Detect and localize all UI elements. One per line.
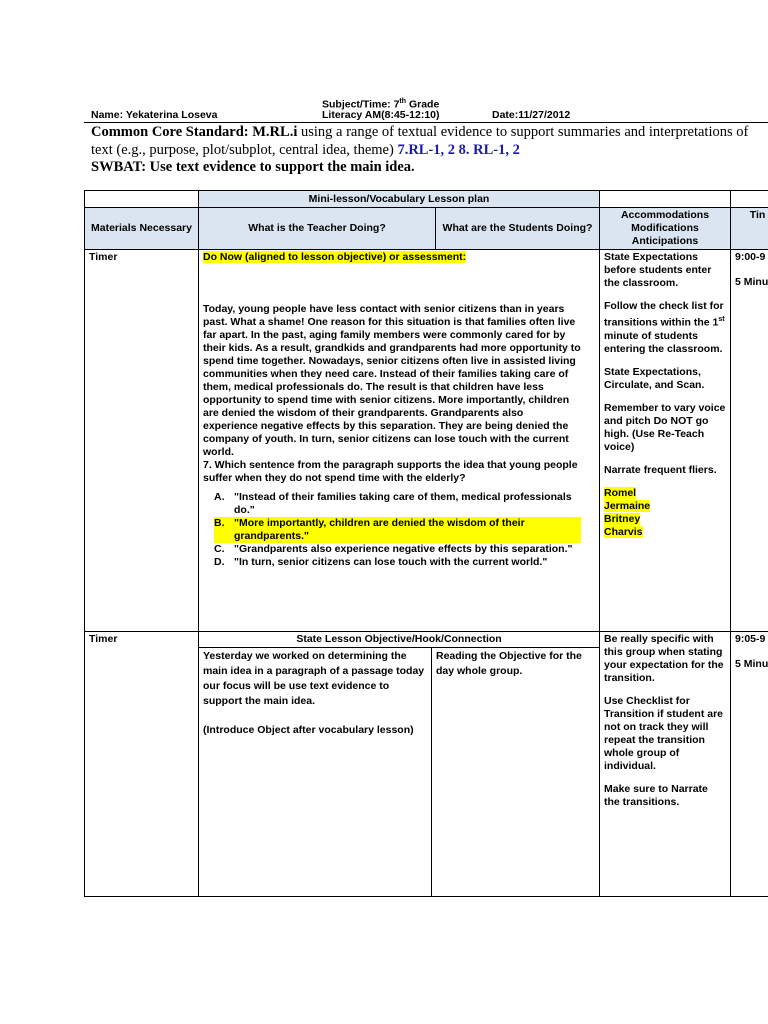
common-core-standard [91, 124, 768, 177]
section-title-minilesson: Mini-lesson/Vocabulary Lesson plan [199, 191, 600, 208]
option-a: A. "Instead of their families taking care of them, medical professionals do." [214, 491, 572, 516]
accom-item: Be really specific with this group when stating your expectation for the transition. [604, 633, 724, 684]
answer-options [203, 491, 581, 569]
col-header-materials: Materials Necessary [85, 208, 199, 250]
option-c: C. "Grandparents also experience negative effects by this separation." [214, 543, 573, 555]
accom-item: Narrate frequent fliers. [604, 463, 717, 476]
materials-cell: Timer [85, 632, 199, 897]
time-range: 9:05-9 [735, 633, 766, 645]
accom-item: Make sure to Narrate the transitions. [604, 783, 708, 808]
time-duration: 5 Minu [735, 276, 768, 288]
col-header-time: Tin [731, 208, 768, 250]
lesson-date: Date:11/27/2012 [492, 109, 571, 121]
student-names [604, 487, 726, 539]
student-name-item: Britney [604, 512, 641, 525]
objective-title: State Lesson Objective/Hook/Connection [199, 632, 599, 648]
blank-cell [85, 191, 199, 208]
student-name: Name: Yekaterina Loseva [91, 109, 218, 121]
accom-item: Remember to vary voice and pitch Do NOT go high. (Use Re-Teach voice) [604, 401, 726, 453]
time-duration: 5 Minu [735, 658, 768, 670]
question-text: 7. Which sentence from the paragraph supports the idea that young people suffer when they do not spend time with the elderly? [203, 459, 578, 484]
time-cell [731, 250, 768, 632]
accommodations-cell [600, 632, 731, 897]
objective-subtable [199, 648, 599, 896]
students-cell [432, 648, 600, 896]
materials-cell: Timer [85, 250, 199, 632]
option-d: D. "In turn, senior citizens can lose touch with the current world." [214, 556, 548, 568]
blank-cell [600, 191, 731, 208]
time-range: 9:00-9 [735, 251, 766, 263]
student-name-item: Romel [604, 486, 637, 499]
col-header-teacher: What is the Teacher Doing? [199, 208, 436, 250]
objective-cell [199, 632, 600, 897]
reading-passage: Today, young people have less contact with senior citizens than in years past. What a shame! One reason for this situation is that families often live far apart. In the past, aging family members were commonly cared for by their kids. As a result, grandkids and grandparents had more opportunity to spend time together. Nowadays, senior citizens often live in assisted living communities when they need care. Instead of their families taking care of them, medical professionals do. The result is that children have less opportunity to spend time with senior citizens. More importantly, children are denied the wisdom of their grandparents. Grandparents also experience negative effects by this separation. They are being denied the company of youth. In turn, senior citizens can lose touch with the current world. [203, 303, 581, 458]
subject-text: Subject/Time: 7 [322, 98, 400, 111]
col-header-accommodations: Accommodations Modifications Anticipations [600, 208, 731, 250]
do-now-heading: Do Now (aligned to lesson objective) or assessment: [203, 251, 467, 263]
accom-item: State Expectations, Circulate, and Scan. [604, 365, 705, 391]
teacher-note: (Introduce Object after vocabulary lesson) [203, 724, 414, 736]
student-name-item: Jermaine [604, 499, 651, 512]
subject-suffix: Grade [406, 98, 440, 111]
accom-item: Use Checklist for Transition if student are not on track they will repeat the transition whole group of individual. [604, 695, 724, 772]
standard-codes: 7.RL-1, 2 8. RL-1, 2 [397, 141, 520, 158]
header-divider [84, 122, 768, 123]
accom-item: State Expectations before students enter the classroom. [604, 251, 712, 289]
subject-sup: th [399, 98, 407, 105]
lesson-plan-table [84, 190, 768, 897]
option-b: B. "More importantly, children are denied the wisdom of their grandparents." [203, 517, 581, 543]
blank-cell [731, 191, 768, 208]
teacher-text: Yesterday we worked on determining the main idea in a paragraph of a passage today our focus will be use text evidence to support the main idea. [203, 650, 425, 707]
col-header-students: What are the Students Doing? [436, 208, 600, 250]
swbat-objective: SWBAT: Use text evidence to support the main idea. [91, 159, 415, 175]
subject-time: Literacy AM(8:45-12:10) [322, 109, 440, 121]
accom-item: Follow the check list for transitions within the 1st minute of students entering the classroom. [604, 300, 725, 355]
teacher-cell [199, 648, 432, 896]
standard-label: Common Core Standard: M.RL.i [91, 124, 298, 140]
do-now-cell [199, 250, 600, 632]
students-text: Reading the Objective for the day whole group. [436, 650, 582, 677]
time-cell [731, 632, 768, 897]
student-name-item: Charvis [604, 525, 643, 538]
standard-text: using a range of textual evidence to support summaries and interpretations of text (e.g., purpose, plot/subplot, central idea, theme) [91, 124, 749, 158]
accommodations-cell [600, 250, 731, 632]
